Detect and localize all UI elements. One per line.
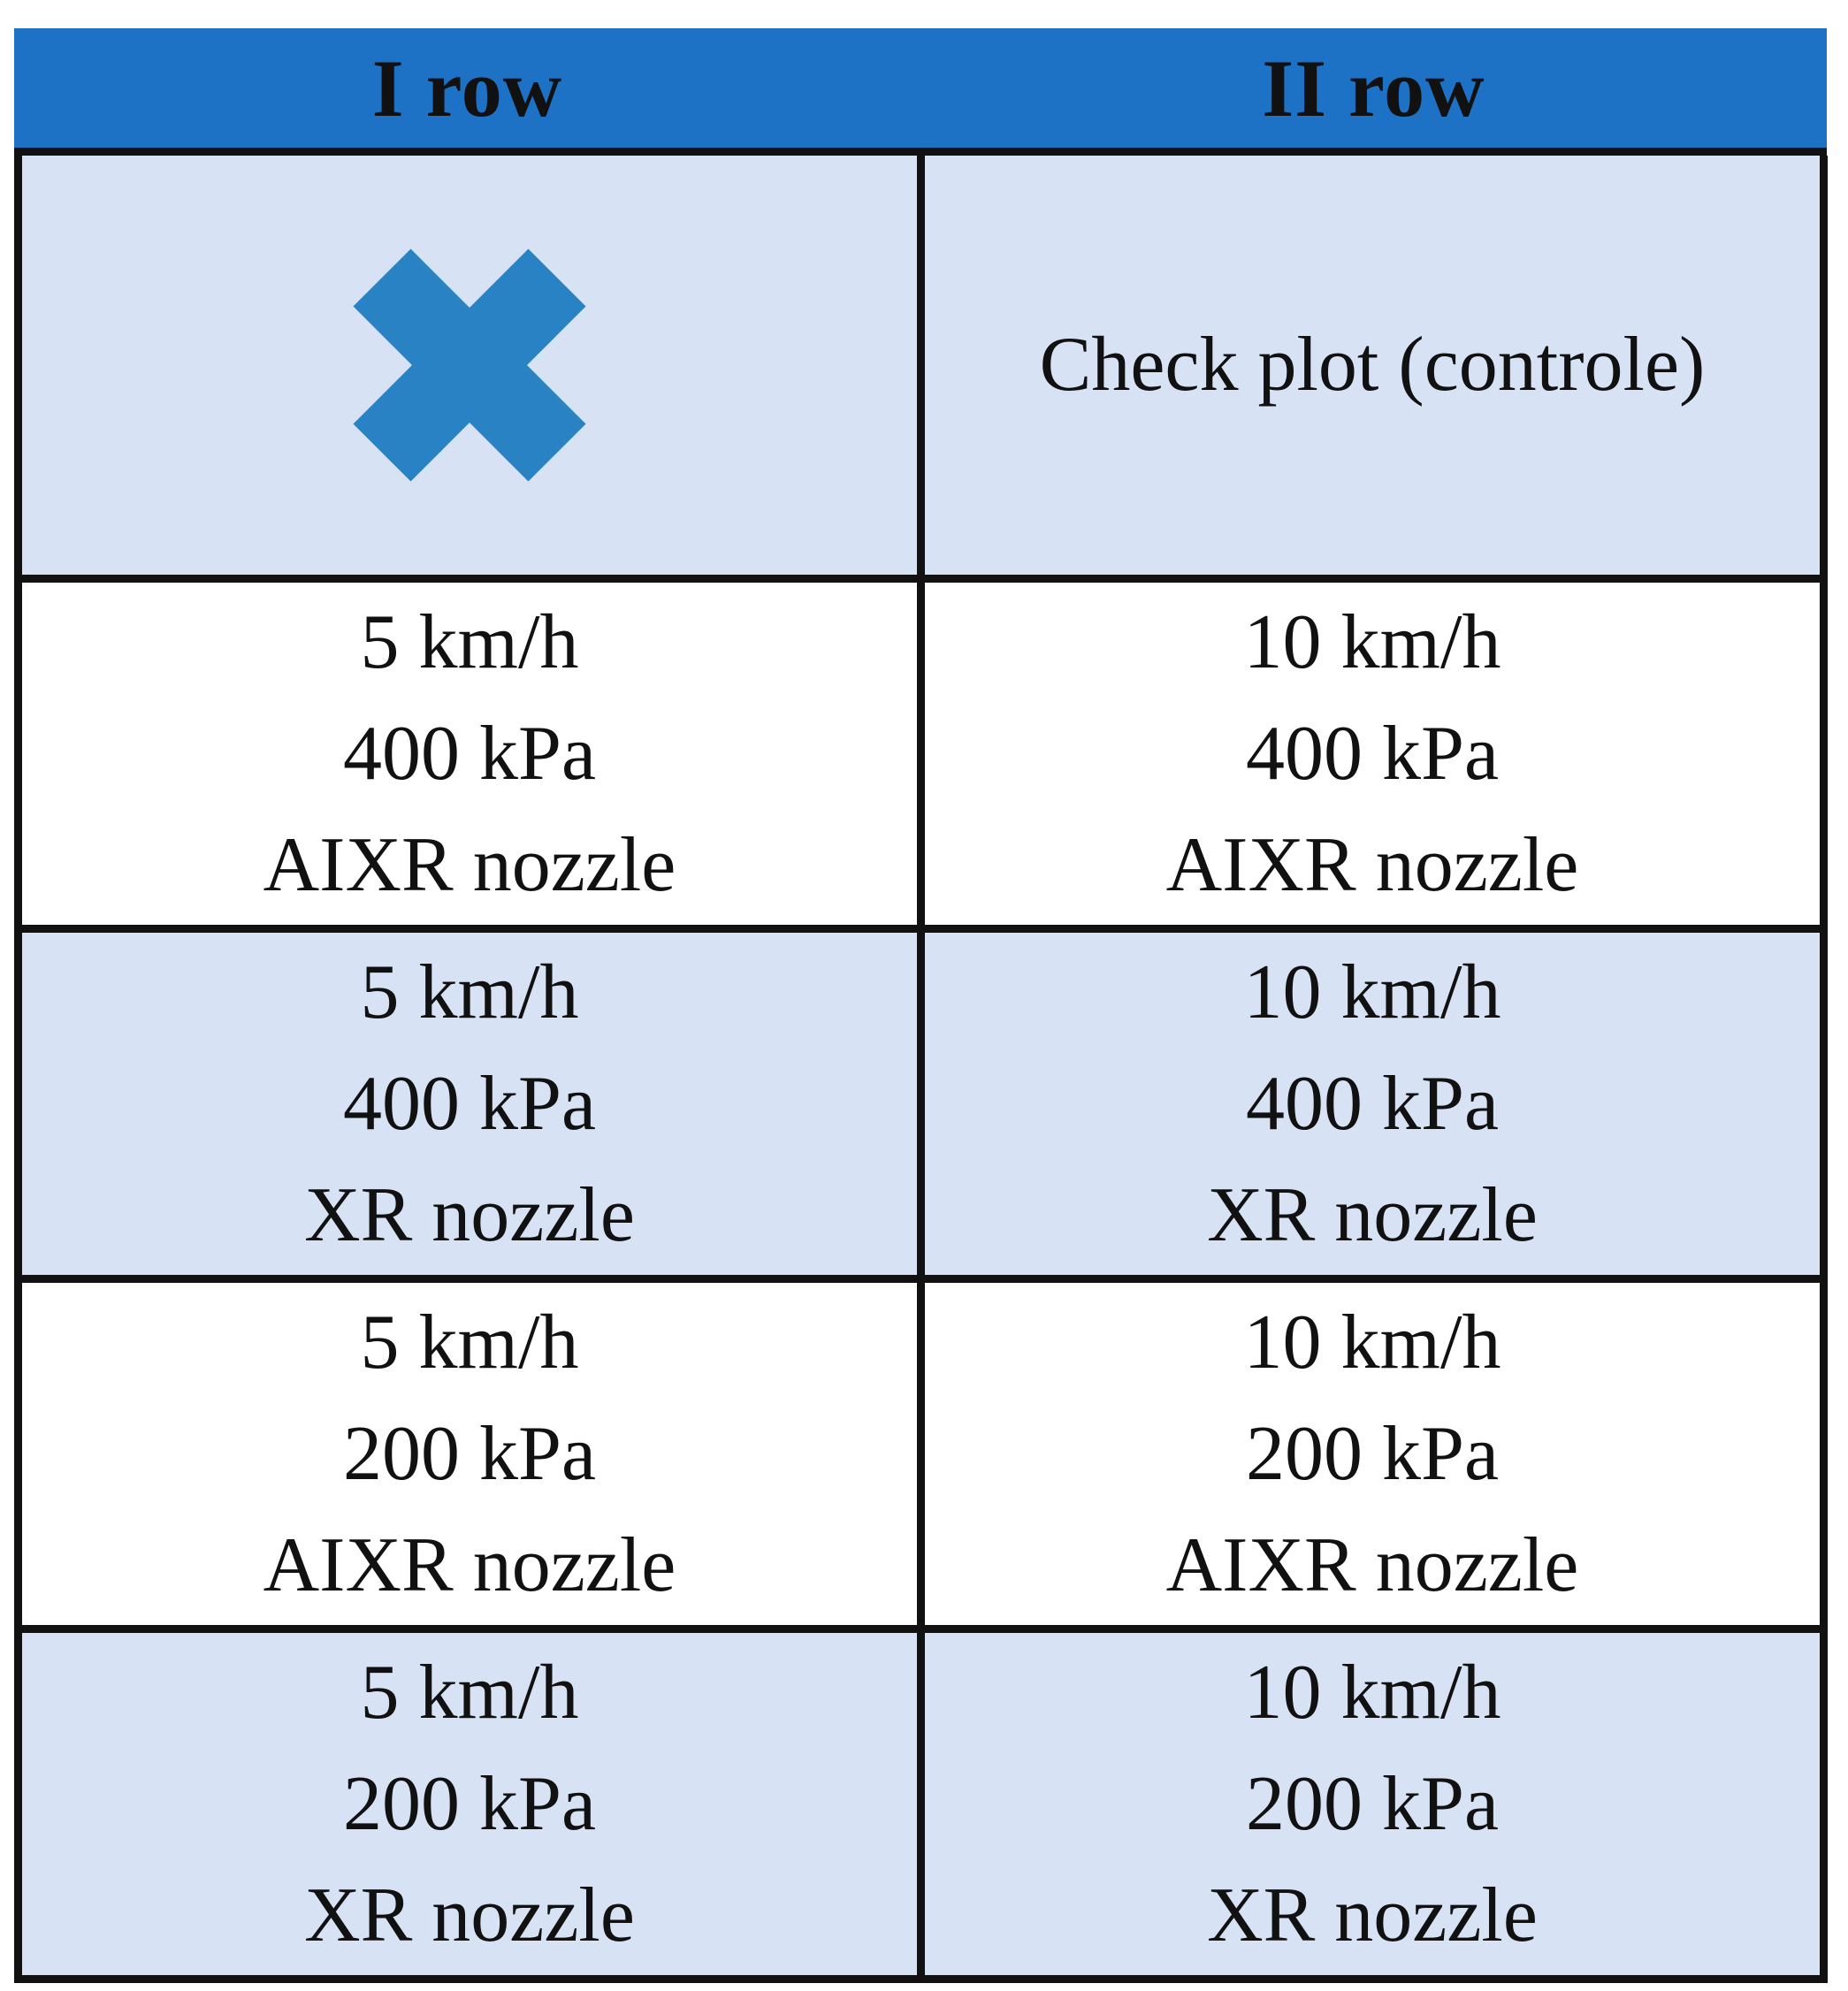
pressure-label: 200 kPa bbox=[1246, 1410, 1499, 1497]
speed-label: 10 km/h bbox=[1243, 1299, 1501, 1385]
pressure-label: 400 kPa bbox=[1246, 1060, 1499, 1147]
plot-layout-table bbox=[14, 28, 1827, 1983]
pressure-label: 400 kPa bbox=[1246, 710, 1499, 797]
pressure-label: 200 kPa bbox=[343, 1410, 596, 1497]
pressure-label: 400 kPa bbox=[343, 710, 596, 797]
pressure-label: 400 kPa bbox=[343, 1060, 596, 1147]
nozzle-label: XR nozzle bbox=[1207, 1872, 1538, 1958]
speed-label: 5 km/h bbox=[360, 949, 579, 1035]
speed-label: 10 km/h bbox=[1243, 949, 1501, 1035]
table-body bbox=[14, 148, 1827, 1983]
nozzle-label: AIXR nozzle bbox=[1165, 1522, 1579, 1608]
cell-r5-c1 bbox=[22, 1633, 925, 1983]
cell-r1-c1 bbox=[22, 156, 925, 583]
nozzle-label: AIXR nozzle bbox=[1165, 821, 1579, 908]
nozzle-label: AIXR nozzle bbox=[263, 1522, 676, 1608]
nozzle-label: XR nozzle bbox=[304, 1872, 635, 1958]
nozzle-label: XR nozzle bbox=[304, 1171, 635, 1258]
cell-r2-c1 bbox=[22, 583, 925, 933]
speed-label: 10 km/h bbox=[1243, 599, 1501, 685]
pressure-label: 200 kPa bbox=[1246, 1760, 1499, 1847]
speed-label: 10 km/h bbox=[1243, 1649, 1501, 1735]
header-col-2: II row bbox=[1262, 42, 1485, 133]
cell-r2-c2 bbox=[925, 583, 1828, 933]
speed-label: 5 km/h bbox=[360, 1649, 579, 1735]
speed-label: 5 km/h bbox=[360, 1299, 579, 1385]
check-plot-label: Check plot (controle) bbox=[1039, 322, 1706, 408]
header-col-1: I row bbox=[371, 42, 563, 133]
cell-r3-c2 bbox=[925, 933, 1828, 1283]
cell-r3-c1 bbox=[22, 933, 925, 1283]
cell-r5-c2 bbox=[925, 1633, 1828, 1983]
table-header bbox=[14, 28, 1827, 148]
cross-marker-icon bbox=[352, 248, 587, 483]
cell-r4-c2 bbox=[925, 1283, 1828, 1633]
speed-label: 5 km/h bbox=[360, 599, 579, 685]
nozzle-label: XR nozzle bbox=[1207, 1171, 1538, 1258]
cell-r4-c1 bbox=[22, 1283, 925, 1633]
cell-r1-c2 bbox=[925, 156, 1828, 583]
pressure-label: 200 kPa bbox=[343, 1760, 596, 1847]
nozzle-label: AIXR nozzle bbox=[263, 821, 676, 908]
